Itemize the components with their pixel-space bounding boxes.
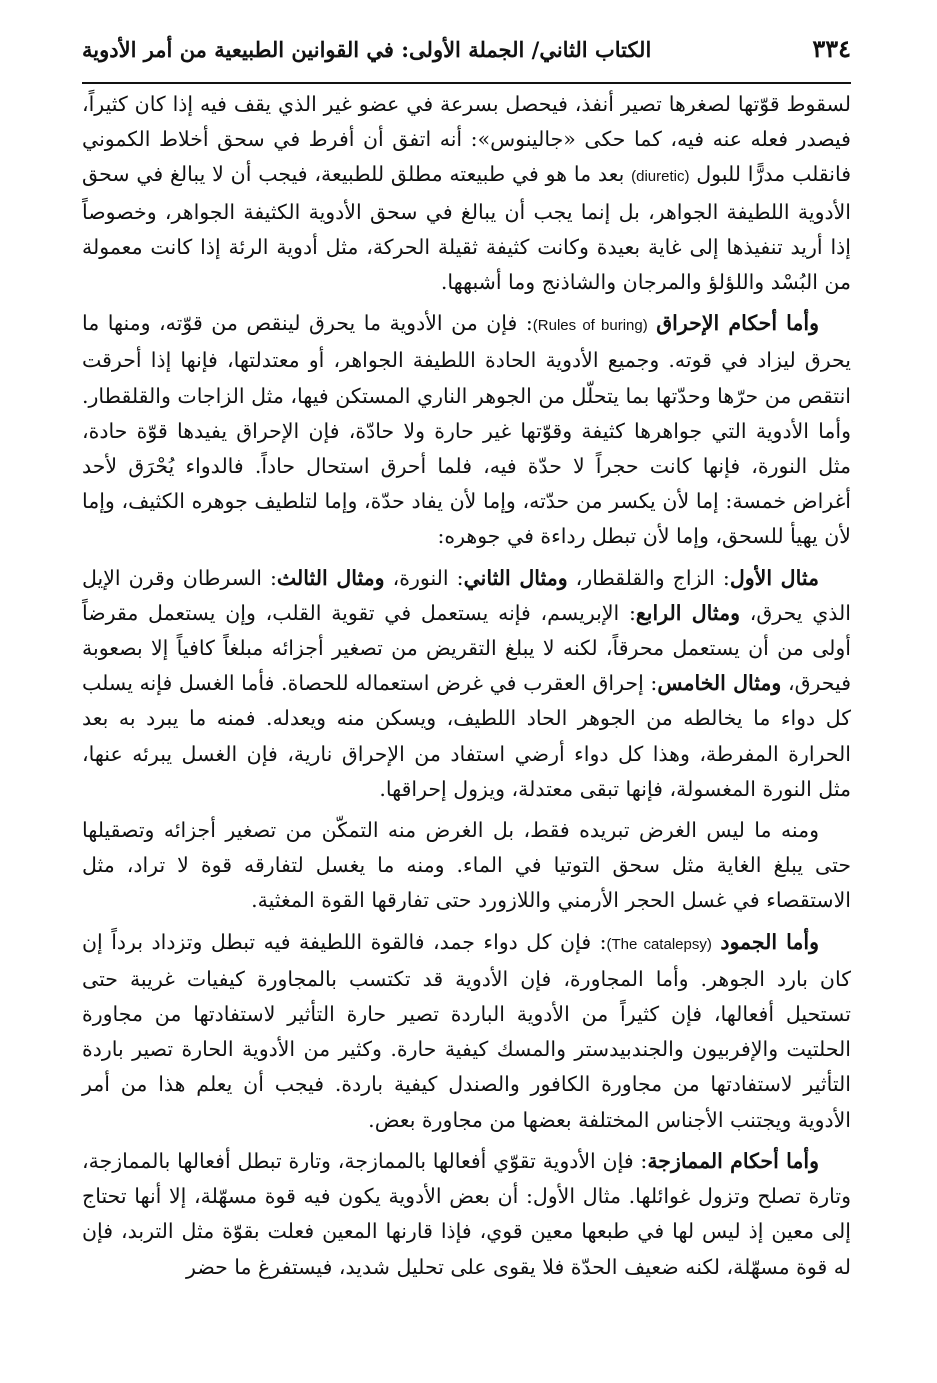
- paragraph-text: : فإن كل دواء جمد، فالقوة اللطيفة فيه تبطل وتزداد برداً إن كان بارد الجوهر. وأما المجاورة، فإن الأدوية قد تكتسب بالمجاورة كيفيات غريبة حتى تستحيل أفعالها، فإن كثيراً من الأدوية الباردة تصير حارة التأثير لاستفادتها من مجاورة الحلتيت والإفربيون والجندبيدستر والمسك كيفية حارة. وكثير من الأدوية الحارة تصير باردة التأثير لاستفادتها من مجاورة الكافور والصندل كيفية باردة. فيجب أن يعلم هذا من أمر الأدوية ويجتنب الأجناس المختلفة بعضها من مجاورة بعض.: [82, 929, 851, 1132]
- paragraph: [82, 561, 851, 807]
- paragraph: [82, 306, 851, 554]
- page-header: [82, 34, 851, 84]
- running-title: الكتاب الثاني/ الجملة الأولى: في القوانين الطبيعية من أمر الأدوية: [82, 37, 652, 62]
- section-heading: وأما أحكام الإحراق: [656, 311, 819, 336]
- paragraph-text: : الزاج والقلقطار،: [567, 565, 730, 590]
- english-term: (diuretic): [631, 168, 690, 186]
- paragraph-text: : السرطان وقرن الإيل الذي يحرق،: [82, 565, 851, 625]
- section-heading: ومثال الثاني: [463, 565, 568, 590]
- paragraph-text: [648, 311, 657, 335]
- section-heading: ومثال الخامس: [657, 671, 782, 696]
- english-term: (Rules of buring): [532, 317, 648, 335]
- section-heading: ومثال الرابع: [635, 600, 740, 625]
- paragraph-text: بعد ما هو في طبيعته مطلق للطبيعة، فيجب أن لا يبالغ في سحق الأدوية اللطيفة الجواهر، بل إنما يجب أن يبالغ في سحق الأدوية الكثيفة الجواهر، وخصوصاً إذا أريد تنفيذها إلى غاية بعيدة وكانت كثيفة ثقيلة الحركة، مثل أدوية الرئة إذا كانت معمولة من البُسْد واللؤلؤ والمرجان والشاذنج وما أشبهها.: [82, 162, 851, 295]
- paragraph: [82, 1144, 851, 1285]
- paragraph: [82, 87, 851, 300]
- english-term: (The catalepsy): [606, 935, 712, 953]
- paragraph-text: لسقوط قوّتها لصغرها تصير أنفذ، فيحصل بسرعة في عضو غير الذي يقف فيه إذا كان كثيراً، فيصدر فعله عنه فيه، كما حكى «جالينوس»: أنه اتفق أن أفرط في سحق أخلاط الكموني فانقلب مدرًّا للبول: [82, 92, 851, 187]
- paragraph-text: ومنه ما ليس الغرض تبريده فقط، بل الغرض منه التمكّن من تصغير أجزائه وتصقيلها حتى يبلغ الغاية مثل سحق التوتيا في الماء. ومنه ما يغسل لتفارقه قوة لا تراد، مثل الاستقصاء في غسل الحجر الأرمني واللازورد حتى تفارقها القوة المغثية.: [82, 818, 851, 913]
- paragraph-text: : فإن من الأدوية ما يحرق لينقص من قوّته، ومنها ما يحرق ليزاد في قوته. وجميع الأدوية الحادة اللطيفة الجواهر، أو معتدلتها، فإنها إذا أحرقت انتقص من حرّها وحدّتها بما يتحلّل من الجوهر الناري المستكن فيها، مثل الزاجات والقلقطار. وأما الأدوية التي جواهرها كثيفة وقوّتها غير حارة ولا حادّة، فإن الإحراق يفيدها قوّة حادة، مثل النورة، فإنها كانت حجراً لا حدّة فيه، فلما أحرق استحال حاداً. فالدواء يُحْرَق لأحد أغراض خمسة: إما لأن يكسر من حدّته، وإما لأن يفاد حدّة، وإما لتلطيف جوهره الكثيف، وإما لأن يهيأ للسحق، وإما لأن تبطل رداءة في جوهره:: [82, 311, 851, 549]
- paragraph-text: : النورة،: [384, 565, 464, 590]
- paragraph: [82, 925, 851, 1138]
- body-text: [82, 84, 851, 1285]
- section-heading: وأما الجمود: [720, 929, 819, 954]
- page-number: ٣٣٤: [812, 34, 851, 63]
- section-heading: وأما أحكام الممازجة: [647, 1148, 820, 1173]
- section-heading: ومثال الثالث: [276, 565, 385, 590]
- paragraph-text: : الإبريسم، فإنه يستعمل في تقوية القلب، وإن يستعمل مقرضاً أولى من أن يستعمل محرقاً، لكنه لا يبلغ التقريض من تصغير أجزائه مبلغاً كافياً إلا بصعوبة فيحرق،: [82, 600, 852, 696]
- paragraph-text: : فإن الأدوية تقوّي أفعالها بالممازجة، وتارة تبطل أفعالها بالممازجة، وتارة تصلح وتزول غوائلها. مثال الأول: أن بعض الأدوية يكون فيه قوة مسهّلة، إلا أنها تحتاج إلى معين إذ ليس لها في طبعها معين قوي، فإذا قارنها المعين فعلت بقوّة مثل التربد، فإن له قوة مسهّلة، لكنه ضعيف الحدّة فلا يقوى على تحليل شديد، فيستفرغ ما حضر: [82, 1148, 851, 1279]
- paragraph-text: : إحراق العقرب في غرض استعماله للحصاة. فأما الغسل فإنه يسلب كل دواء ما يخالطه من الجوهر الحاد اللطيف، ويسكن منه ويعدله. فمنه ما يبرد به بعد الحرارة المفرطة، وهذا كل دواء أرضي استفاد من الإحراق نارية، فإن الغسل يبرئه عنها، مثل النورة المغسولة، فإنها تبقى معتدلة، ويزول إحراقها.: [82, 671, 851, 801]
- paragraph: [82, 813, 851, 919]
- section-heading: مثال الأول: [729, 565, 819, 590]
